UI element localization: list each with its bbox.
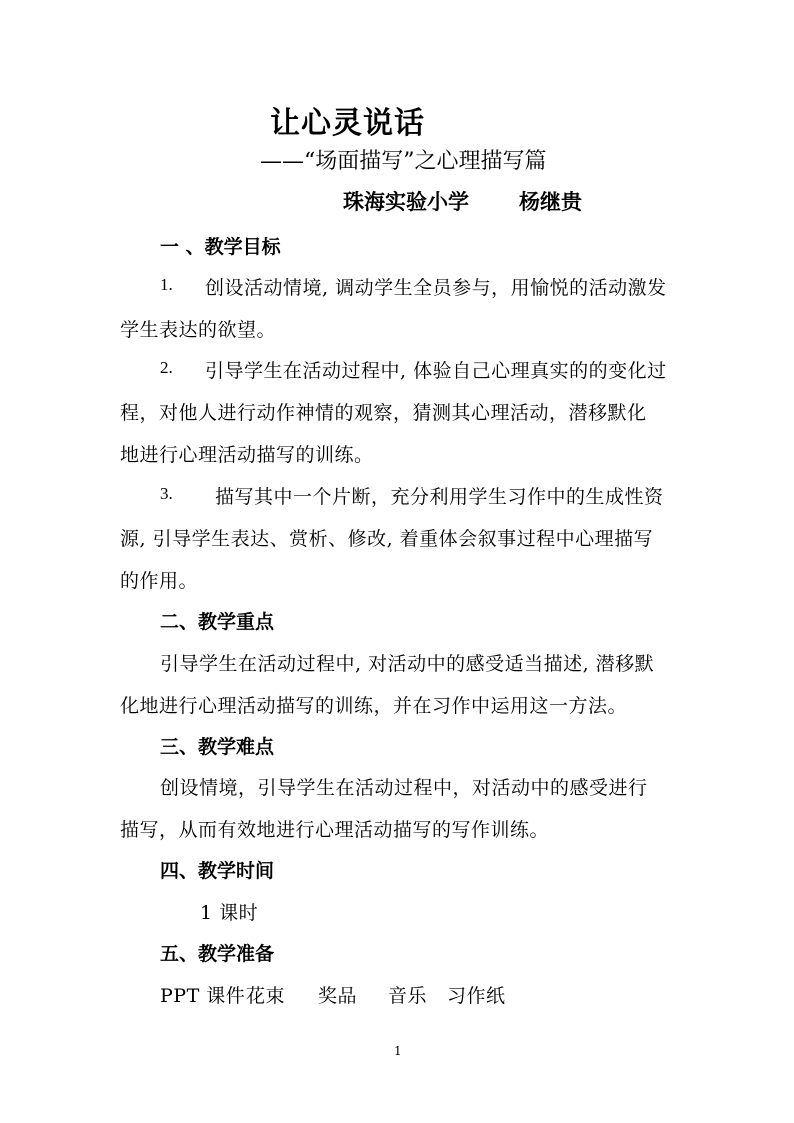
section3-line1: 创设情境，引导学生在活动过程中，对活动中的感受进行 xyxy=(160,777,648,799)
author-school: 珠海实验小学 xyxy=(343,189,469,214)
item1-line2: 学生表达的欲望。 xyxy=(120,319,277,341)
item1-number: 1. xyxy=(160,275,173,294)
section4-line1: 1 课时 xyxy=(200,902,259,924)
page-number: 1 xyxy=(394,1044,402,1058)
section3-heading: 三、教学难点 xyxy=(160,736,275,758)
item2-line1: 引导学生在活动过程中, 体验自己心理真实的的变化过 xyxy=(205,360,667,382)
item2-line3: 地进行心理活动描写的训练。 xyxy=(120,444,374,466)
item3-line3: 的作用。 xyxy=(120,570,199,592)
item3-line1: 描写其中一个片断，充分利用学生习作中的生成性资 xyxy=(215,486,664,508)
item2-line2: 程，对他人进行动作神情的观察，猜测其心理活动，潜移默化 xyxy=(120,402,647,424)
section2-line1: 引导学生在活动过程中, 对活动中的感受适当描述, 潜移默 xyxy=(160,653,655,675)
item1-line1: 创设活动情境, 调动学生全员参与，用愉悦的活动激发 xyxy=(205,277,667,299)
section2-line2: 化地进行心理活动描写的训练，并在习作中运用这一方法。 xyxy=(120,695,628,717)
prep-item-ppt: PPT 课件 xyxy=(160,985,246,1007)
document-title: 让心灵说话 xyxy=(270,106,425,141)
section4-heading: 四、教学时间 xyxy=(160,860,275,882)
section5-heading: 五、教学准备 xyxy=(160,943,275,965)
author-line xyxy=(343,186,582,216)
item3-line2: 源, 引导学生表达、赏析、修改, 着重体会叙事过程中心理描写 xyxy=(120,528,654,550)
prep-item-prizes: 奖品 xyxy=(318,985,358,1007)
prep-item-flowers: 花束 xyxy=(246,985,286,1007)
item2-number: 2. xyxy=(160,358,173,377)
section1-heading: 一 、教学目标 xyxy=(160,236,281,258)
document-subtitle: ——“场面描写”之心理描写篇 xyxy=(260,149,547,174)
item3-number: 3. xyxy=(160,484,173,503)
prep-item-music: 音乐 xyxy=(388,985,428,1007)
author-name: 杨继贵 xyxy=(519,189,582,214)
section3-line2: 描写，从而有效地进行心理活动描写的写作训练。 xyxy=(120,819,550,841)
section2-heading: 二、教学重点 xyxy=(160,611,275,633)
prep-item-paper: 习作纸 xyxy=(447,985,506,1007)
